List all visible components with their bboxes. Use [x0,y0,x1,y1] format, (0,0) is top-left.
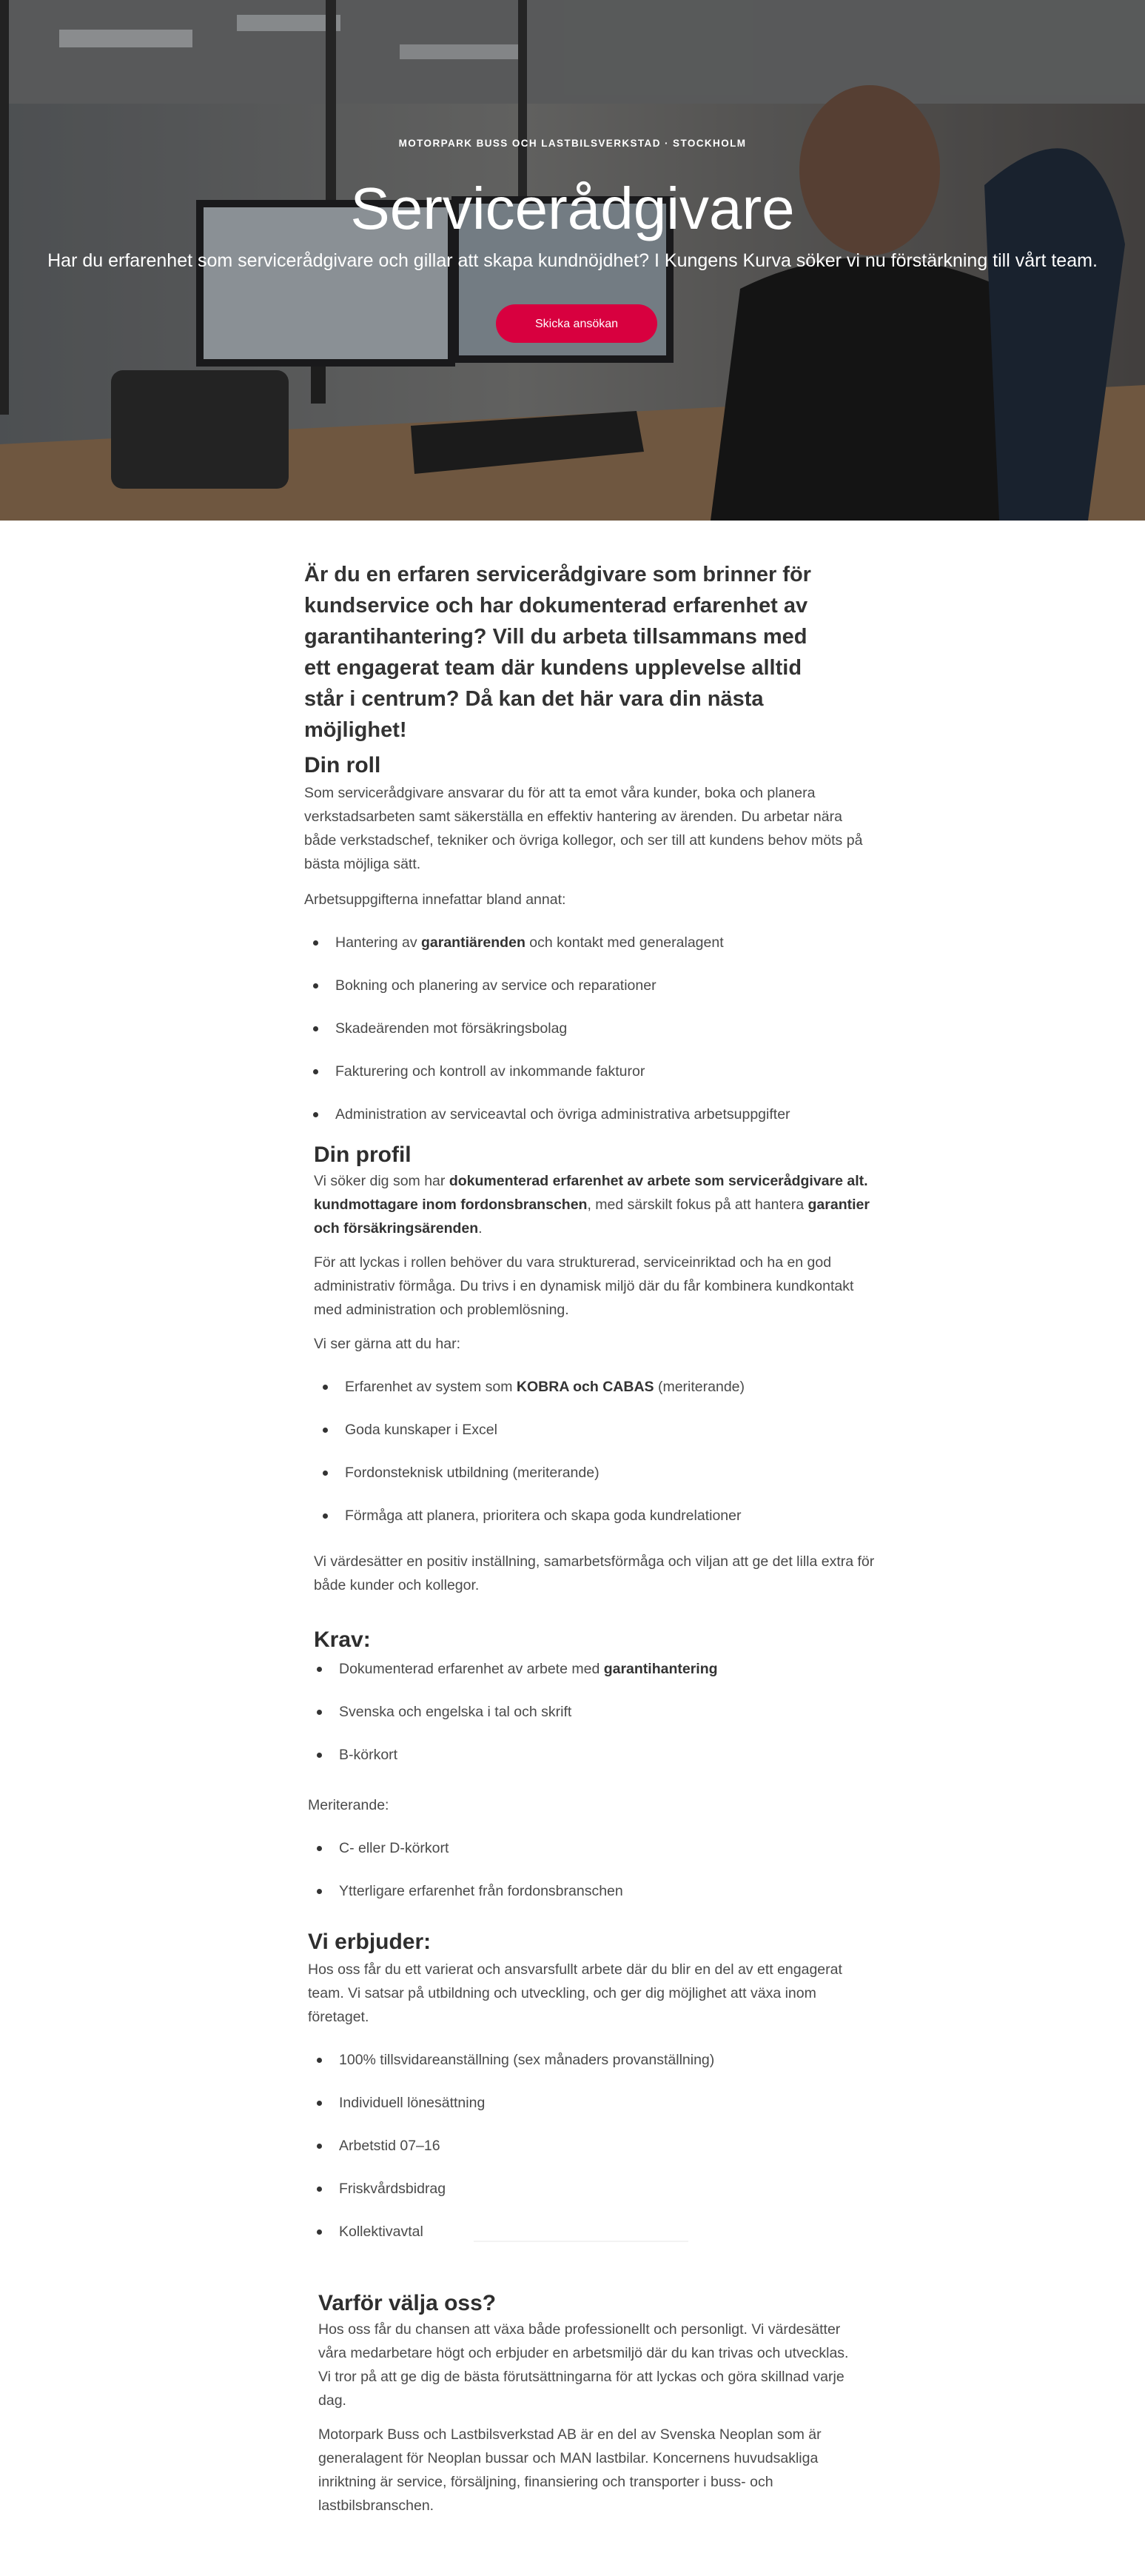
list-item: Dokumenterad erfarenhet av arbete med garantihantering [314,1657,876,1700]
profile-like-intro: Vi ser gärna att du har: [314,1336,461,1352]
list-item: Fordonsteknisk utbildning (meriterande) [314,1461,876,1504]
why-section [318,2289,866,2518]
hero-subtitle: Har du erfarenhet som servicerådgivare och gillar att skapa kundnöjdhet? I Kungens Kurva söker vi nu förstärkning till vårt team. [47,250,1098,271]
page-title: Servicerådgivare [350,175,795,241]
why-heading: Varför välja oss? [318,2291,497,2315]
offer-list [308,2048,870,2263]
profile-p2: För att lyckas i rollen behöver du vara strukturerad, serviceinriktad och ha en god administrativ förmåga. Du trivs i en dynamisk miljö där du får kombinera kundkontakt med administration och problemlösning. [314,1254,854,1318]
list-item: Hantering av garantiärenden och kontakt med generalagent [304,931,867,974]
hero-banner [0,0,1145,521]
list-item: Ytterligare erfarenhet från fordonsbranschen [308,1879,870,1922]
hero-eyebrow: MOTORPARK BUSS OCH LASTBILSVERKSTAD · STOCKHOLM [398,138,747,149]
profile-list [314,1375,876,1547]
role-heading: Din roll [304,753,381,777]
offer-section [308,1928,870,2263]
requirements-heading: Krav: [314,1627,371,1652]
why-p1: Hos oss får du chansen att växa både professionellt och personligt. Vi värdesätter våra medarbetare högt och erbjuder en arbetsmiljö där du kan trivas och utvecklas. Vi tror på att ge dig de bästa förutsättningarna för att lyckas och göra skillnad varje dag. [318,2321,849,2409]
list-item: C- eller D-körkort [308,1836,870,1879]
list-item: Fakturering och kontroll av inkommande fakturor [304,1060,867,1103]
intro-section [304,559,837,746]
list-item: Friskvårdsbidrag [308,2177,870,2220]
intro-lead: Är du en erfaren servicerådgivare som brinner för kundservice och har dokumenterad erfarenhet av garantihantering? Vill du arbeta tillsammans med ett engagerat team där kundens upplevelse alltid står i centrum? Då kan det här vara din nästa möjlighet! [304,563,811,742]
section-divider [474,2241,688,2242]
tasks-list [304,931,867,1145]
list-item: Arbetstid 07–16 [308,2134,870,2177]
list-item: Förmåga att planera, prioritera och skapa goda kundrelationer [314,1504,876,1547]
profile-p3: Vi värdesätter en positiv inställning, samarbetsförmåga och viljan att ge det lilla extra för både kunder och kollegor. [314,1553,875,1593]
list-item: Skadeärenden mot försäkringsbolag [304,1017,867,1060]
role-section [304,752,867,1145]
merit-section [308,1793,870,1922]
merit-label: Meriterande: [308,1797,389,1813]
offer-p1: Hos oss får du ett varierat och ansvarsfullt arbete där du blir en del av ett engagerat team. Vi satsar på utbildning och utveckling, och ger dig möjlighet att växa inom företaget. [308,1961,842,2025]
role-description: Som servicerådgivare ansvarar du för att ta emot våra kunder, boka och planera verkstadsarbeten samt säkerställa en effektiv hantering av ärenden. Du arbetar nära både verkstadschef, tekniker och övriga kollegor, och ser till att kundens behov möts på bästa möjliga sätt. [304,785,863,872]
list-item: 100% tillsvidareanställning (sex månaders provanställning) [308,2048,870,2091]
list-item: Bokning och planering av service och reparationer [304,974,867,1017]
list-item: Erfarenhet av system som KOBRA och CABAS (meriterande) [314,1375,876,1418]
merit-list [308,1836,870,1922]
list-item: Administration av serviceavtal och övriga administrativa arbetsuppgifter [304,1103,867,1145]
profile-heading: Din profil [314,1143,412,1167]
list-item: B-körkort [314,1743,876,1786]
list-item: Svenska och engelska i tal och skrift [314,1700,876,1743]
profile-p1: Vi söker dig som har dokumenterad erfarenhet av arbete som servicerådgivare alt. kundmottagare inom fordonsbranschen, med särskilt fokus på att hantera garantier och försäkringsärenden. [314,1173,870,1237]
requirements-section [314,1626,876,1786]
why-p2: Motorpark Buss och Lastbilsverkstad AB är en del av Svenska Neoplan som är generalagent för Neoplan bussar och MAN lastbilar. Koncernens huvudsakliga inriktning är service, försäljning, finansiering och transporter i buss- och lastbilsbranschen. [318,2426,822,2514]
requirements-list [314,1657,876,1786]
list-item: Goda kunskaper i Excel [314,1418,876,1461]
offer-heading: Vi erbjuder: [308,1930,432,1954]
profile-section [314,1141,876,1597]
apply-button[interactable]: Skicka ansökan [496,304,657,343]
list-item: Individuell lönesättning [308,2091,870,2134]
tasks-intro: Arbetsuppgifterna innefattar bland annat: [304,891,566,908]
list-item: Kollektivavtal [308,2220,870,2263]
